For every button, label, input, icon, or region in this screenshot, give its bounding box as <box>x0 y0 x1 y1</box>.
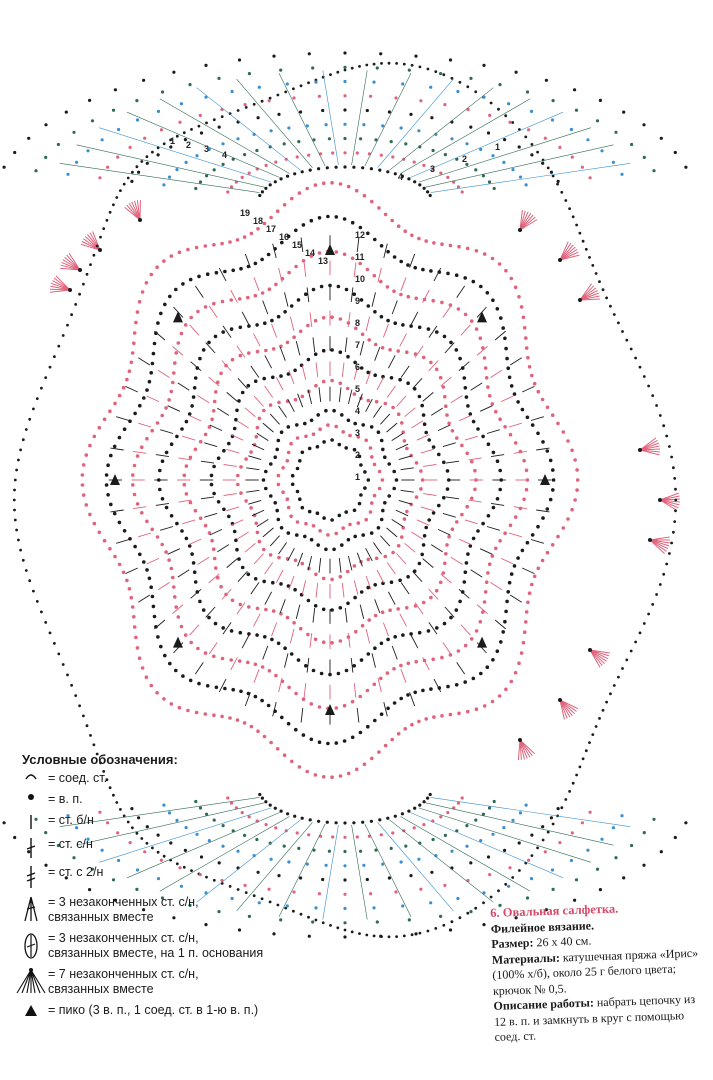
shell-fan <box>125 200 142 222</box>
stitch-column <box>219 268 294 412</box>
row-number-label: 7 <box>355 340 361 350</box>
legend-text: = 3 незаконченных ст. с/н, связанных вместе <box>48 895 199 924</box>
legend-text: = ст. с/н <box>48 837 93 851</box>
stitch-column <box>387 331 506 432</box>
shell-fan <box>60 253 82 272</box>
row-number-label: 15 <box>292 240 303 250</box>
legend-text: = ст. б/н <box>48 813 94 827</box>
stitch-column <box>219 548 294 692</box>
legend-text: = 3 незаконченных ст. с/н, связанных вместе, на 1 п. основания <box>48 931 264 960</box>
dc3-cluster-icon <box>14 931 48 961</box>
legend-text: = пико (3 в. п., 1 соед. ст. в 1-ю в. п.) <box>48 1003 259 1017</box>
shell-fan <box>558 698 578 720</box>
row-number-label: 1 <box>170 136 176 146</box>
row-number-label: 12 <box>355 230 366 240</box>
stitch-column <box>195 543 286 675</box>
pattern-instructions: Описание работы: набрать цепочку из 12 в. п. и замкнуть в круг с помощью соед. ст. <box>493 991 696 1044</box>
shell-fan <box>648 537 670 554</box>
row-number-label: 9 <box>355 296 361 306</box>
treble-crochet-icon <box>14 865 48 889</box>
stitch-column <box>366 548 441 692</box>
dc3tog-icon <box>14 895 48 923</box>
row-number-label: 6 <box>355 362 361 372</box>
row-number-label: 2 <box>186 140 192 150</box>
double-crochet-icon <box>14 837 48 859</box>
shell-fan <box>50 276 72 292</box>
legend <box>14 752 344 1024</box>
slip-stitch-icon <box>14 771 48 781</box>
row-number-label: 2 <box>462 154 468 164</box>
stitch-column <box>392 358 522 441</box>
stitch-column <box>392 519 522 602</box>
legend-row-double-crochet <box>14 837 344 859</box>
legend-row-treble-crochet <box>14 865 344 889</box>
shell-fan <box>518 738 535 760</box>
row-number-label: 19 <box>240 208 251 218</box>
row-number-label: 4 <box>222 150 228 160</box>
row-number-label: 4 <box>398 172 404 182</box>
row-number-label: 10 <box>355 274 366 284</box>
round-3 <box>262 409 399 551</box>
stitch-column <box>195 286 286 418</box>
row-number-label: 17 <box>266 224 277 234</box>
shell-fan <box>638 438 660 455</box>
row-number-label: 4 <box>355 406 361 416</box>
row-number-label: 16 <box>279 232 290 242</box>
legend-row-single-crochet <box>14 813 344 831</box>
row-number-label: 1 <box>495 142 501 152</box>
stitch-column <box>401 448 550 470</box>
legend-title: Условные обозначения: <box>22 752 178 767</box>
legend-row-picot <box>14 1003 344 1018</box>
legend-row-chain <box>14 792 344 807</box>
row-number-label: 1 <box>355 472 361 482</box>
shell-fan <box>588 648 610 667</box>
picot-mark <box>110 474 120 485</box>
row-number-label: 5 <box>355 384 361 394</box>
picot-mark <box>325 244 335 255</box>
row-number-label: 18 <box>253 216 264 226</box>
stitch-column <box>387 528 506 629</box>
stitch-column <box>366 268 441 412</box>
pattern-technique: Филейное вязание. <box>490 917 595 936</box>
legend-text: = в. п. <box>48 792 83 806</box>
picot-mark <box>540 474 550 485</box>
row-number-label: 2 <box>355 450 361 460</box>
legend-row-dc7tog <box>14 967 344 997</box>
row-number-label: 13 <box>318 256 329 266</box>
legend-row-dc3tog <box>14 895 344 925</box>
picot-mark <box>173 311 183 322</box>
single-crochet-icon <box>14 813 48 831</box>
legend-text: = ст. с 2/н <box>48 865 104 879</box>
row-number-label: 8 <box>355 318 361 328</box>
stitch-column <box>339 558 359 723</box>
stitch-column <box>138 519 268 602</box>
picot-mark <box>477 311 487 322</box>
row-number-label: 14 <box>305 248 316 258</box>
stitch-column <box>138 358 268 441</box>
row-number-labels <box>170 136 500 482</box>
legend-text: = 7 незаконченных ст. с/н, связанных вместе <box>48 967 199 996</box>
pattern-description <box>490 899 707 1046</box>
dc7tog-icon <box>14 967 48 995</box>
picot-mark <box>477 637 487 648</box>
row-number-label: 11 <box>355 252 365 262</box>
shell-fan <box>518 210 537 232</box>
pattern-size: Размер: 26 х 40 см. <box>491 933 592 951</box>
top-arch <box>3 51 688 197</box>
row-number-label: 3 <box>204 144 210 154</box>
legend-text: = соед. ст. <box>48 771 108 785</box>
legend-row-dc3-cluster <box>14 931 344 961</box>
pattern-materials: Материалы: катушечная пряжа «Ирис» (100% х/б), около 25 г белого цвета; крючок № 0,5. <box>491 945 699 998</box>
legend-row-slip-stitch <box>14 771 344 786</box>
picot-mark <box>173 637 183 648</box>
shell-fan <box>558 242 579 262</box>
row-number-label: 3 <box>355 428 361 438</box>
pattern-title: 6. Овальная салфетка. <box>490 901 619 920</box>
shell-fan <box>81 231 102 252</box>
row-number-label: 3 <box>430 164 436 174</box>
shell-fan <box>578 284 600 302</box>
stitch-column <box>401 490 550 512</box>
picot-icon <box>14 1003 48 1017</box>
shell-fan <box>658 493 680 510</box>
doily-stitch-columns <box>109 235 552 724</box>
chain-icon <box>14 792 48 802</box>
